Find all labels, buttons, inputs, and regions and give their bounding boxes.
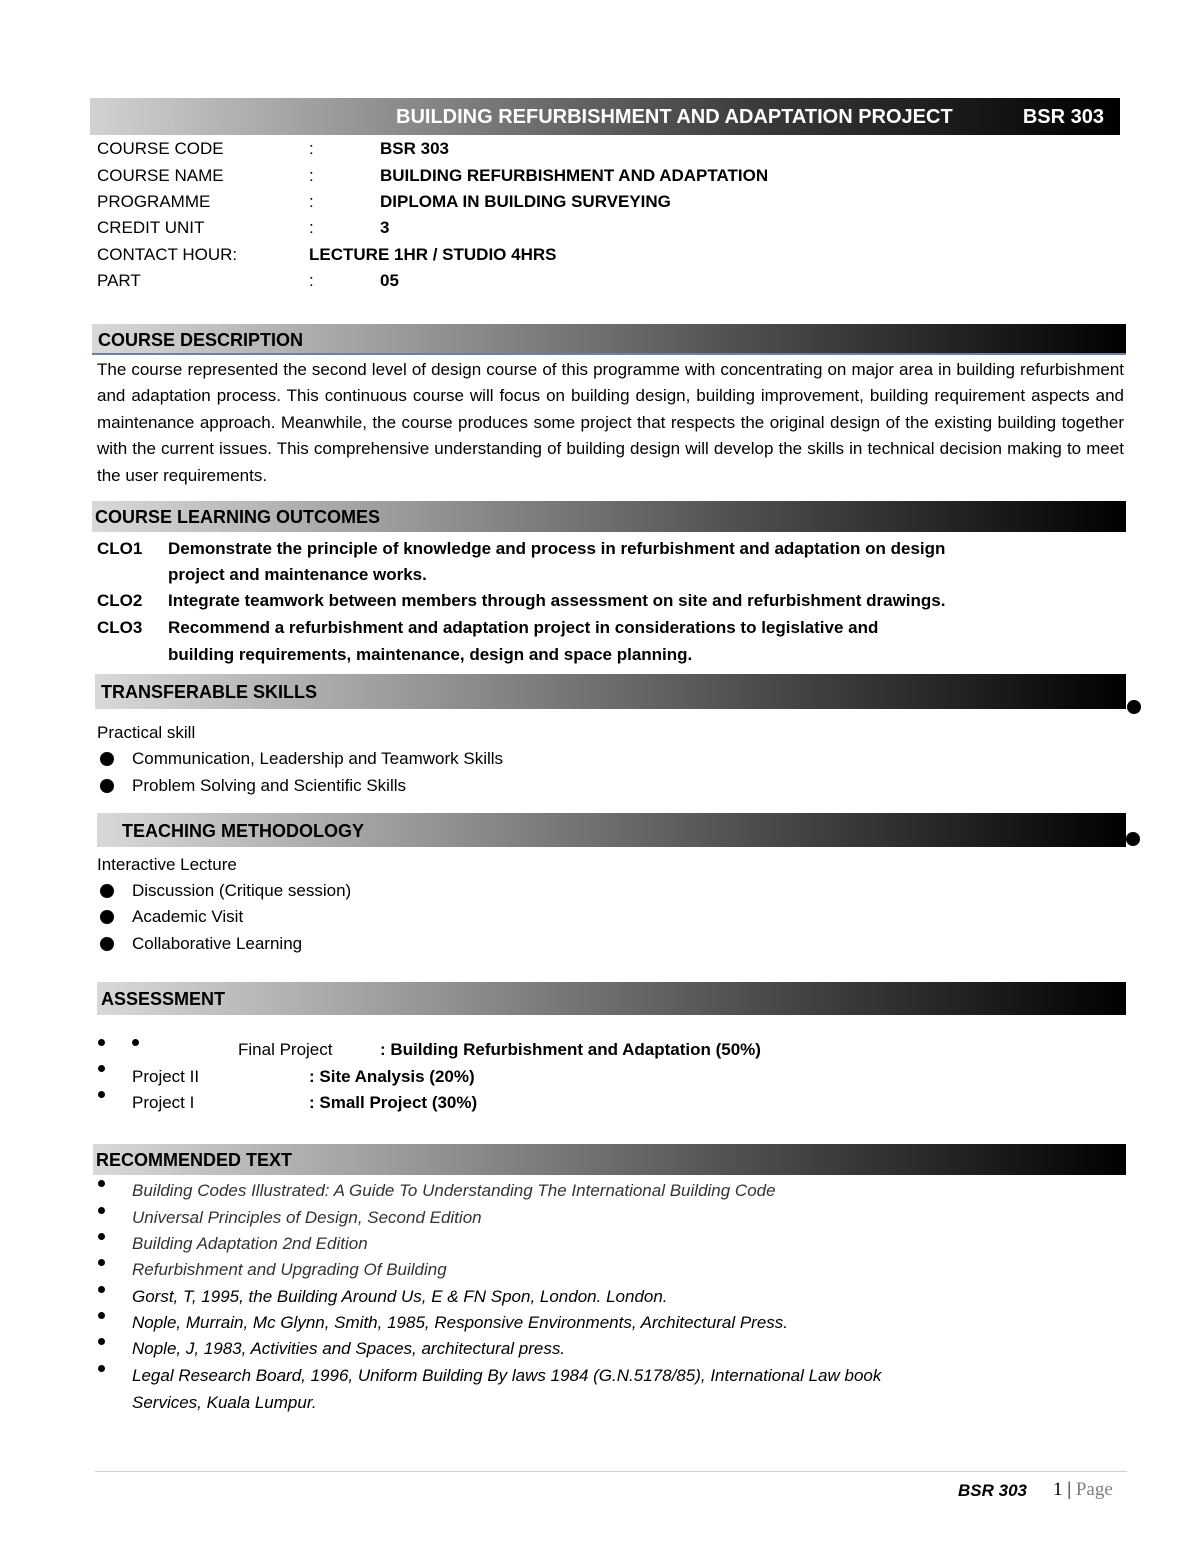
clo2-text: Integrate teamwork between members through assessment on site and refurbishment drawings. [168,591,946,610]
bullet-dot-icon [1126,832,1140,846]
bullet-dot-icon [1127,700,1141,714]
reference-item: Refurbishment and Upgrading Of Building [132,1260,447,1279]
reference-item: Gorst, T, 1995, the Building Around Us, E & FN Spon, London. London. [132,1287,668,1306]
credit-unit-sep: : [309,218,314,237]
bullet-dot-icon [98,1365,105,1372]
footer-course-code: BSR 303 [958,1481,1027,1500]
teaching-methodology-heading: TEACHING METHODOLOGY [122,821,364,841]
bullet-dot-icon [98,1065,105,1072]
bullet-dot-icon [98,1259,105,1266]
skill-item: Problem Solving and Scientific Skills [132,776,407,795]
reference-item: Legal Research Board, 1996, Uniform Building By laws 1984 (G.N.5178/85), International Law book [132,1366,882,1385]
teaching-item: Discussion (Critique session) [132,881,352,900]
clo3-text: Recommend a refurbishment and adaptation project in considerations to legislative and [168,618,879,637]
bullet-dot-icon [98,1338,105,1345]
contact-hour-label: CONTACT HOUR: [97,245,238,264]
document-title: BUILDING REFURBISHMENT AND ADAPTATION PROJECT [396,106,953,128]
project-2-value: : Site Analysis (20%) [309,1067,475,1086]
skill-item: Communication, Leadership and Teamwork Skills [132,749,504,768]
teaching-intro: Interactive Lecture [97,855,237,874]
credit-unit-label: CREDIT UNIT [97,218,205,237]
bullet-dot-icon [132,1039,139,1046]
bullet-dot-icon [100,937,114,951]
bullet-dot-icon [100,752,114,766]
programme-sep: : [309,192,314,211]
page-number [1053,1477,1113,1503]
teaching-item: Collaborative Learning [132,934,303,953]
course-code-label: COURSE CODE [97,139,224,158]
bullet-dot-icon [98,1091,105,1098]
contact-hour-value: LECTURE 1HR / STUDIO 4HRS [309,245,557,264]
course-name-sep: : [309,166,314,185]
programme-value: DIPLOMA IN BUILDING SURVEYING [380,192,671,211]
bullet-dot-icon [98,1286,105,1293]
part-value: 05 [380,271,399,290]
page-number-value: 1 [1053,1479,1063,1500]
project-1-value: : Small Project (30%) [309,1093,478,1112]
page-word: Page [1075,1479,1113,1500]
teaching-methodology-bar [97,813,1126,847]
programme-label: PROGRAMME [97,192,211,211]
recommended-text-bar [93,1144,1126,1175]
learning-outcomes-heading: COURSE LEARNING OUTCOMES [95,507,381,527]
reference-item: Nople, J, 1983, Activities and Spaces, architectural press. [132,1339,566,1358]
recommended-text-heading: RECOMMENDED TEXT [96,1150,293,1170]
reference-item: Building Adaptation 2nd Edition [132,1234,368,1253]
course-description-bar [92,324,1126,355]
clo1-code: CLO1 [97,539,143,558]
clo2-code: CLO2 [97,591,143,610]
bullet-dot-icon [98,1312,105,1319]
final-project-label: Final Project [238,1040,333,1059]
course-code-value: BSR 303 [380,139,449,158]
final-project-value: : Building Refurbishment and Adaptation (50%) [380,1040,761,1059]
title-bar [90,98,1120,135]
project-1-label: Project I [132,1093,195,1112]
bullet-dot-icon [98,1233,105,1240]
part-sep: : [309,271,314,290]
teaching-item: Academic Visit [132,907,244,926]
course-code-sep: : [309,139,314,158]
clo3-text-cont: building requirements, maintenance, design and space planning. [168,645,693,664]
reference-item: Nople, Murrain, Mc Glynn, Smith, 1985, Responsive Environments, Architectural Press. [132,1313,789,1332]
bullet-dot-icon [98,1207,105,1214]
course-name-value: BUILDING REFURBISHMENT AND ADAPTATION [380,166,769,185]
title-course-code: BSR 303 [1022,106,1104,128]
bullet-dot-icon [100,910,114,924]
course-name-label: COURSE NAME [97,166,224,185]
assessment-heading: ASSESSMENT [101,989,226,1009]
bullet-dot-icon [100,779,114,793]
bullet-dot-icon [100,884,114,898]
clo3-code: CLO3 [97,618,143,637]
clo1-text-cont: project and maintenance works. [168,565,427,584]
reference-item-cont: Services, Kuala Lumpur. [132,1393,317,1412]
clo1-text: Demonstrate the principle of knowledge and process in refurbishment and adaptation on design [168,539,946,558]
footer-divider [95,1471,1127,1472]
bullet-dot-icon [98,1180,105,1187]
reference-item: Building Codes Illustrated: A Guide To Understanding The International Building Code [132,1181,776,1200]
transferable-skills-bar [95,674,1126,709]
course-description-text: The course represented the second level of design course of this programme with concentrating on major area in building refurbishment and adaptation process. This continuous course will focus on building design, building improvement, building requirement aspects and maintenance approach. Meanwhile, the course produces some project that respects the original design of the existing building together with the current issues. This comprehensive understanding of building design will develop the skills in technical decision making to meet the user requirements. [97,360,1124,485]
page-separator: | [1067,1479,1072,1500]
learning-outcomes-bar [92,501,1126,532]
bullet-dot-icon [98,1039,105,1046]
reference-item: Universal Principles of Design, Second Edition [132,1208,482,1227]
assessment-bar [97,982,1126,1015]
course-description-heading: COURSE DESCRIPTION [98,330,304,350]
skills-intro: Practical skill [97,723,196,742]
project-2-label: Project II [132,1067,200,1086]
transferable-skills-heading: TRANSFERABLE SKILLS [101,682,317,702]
part-label: PART [97,271,141,290]
credit-unit-value: 3 [380,218,390,237]
